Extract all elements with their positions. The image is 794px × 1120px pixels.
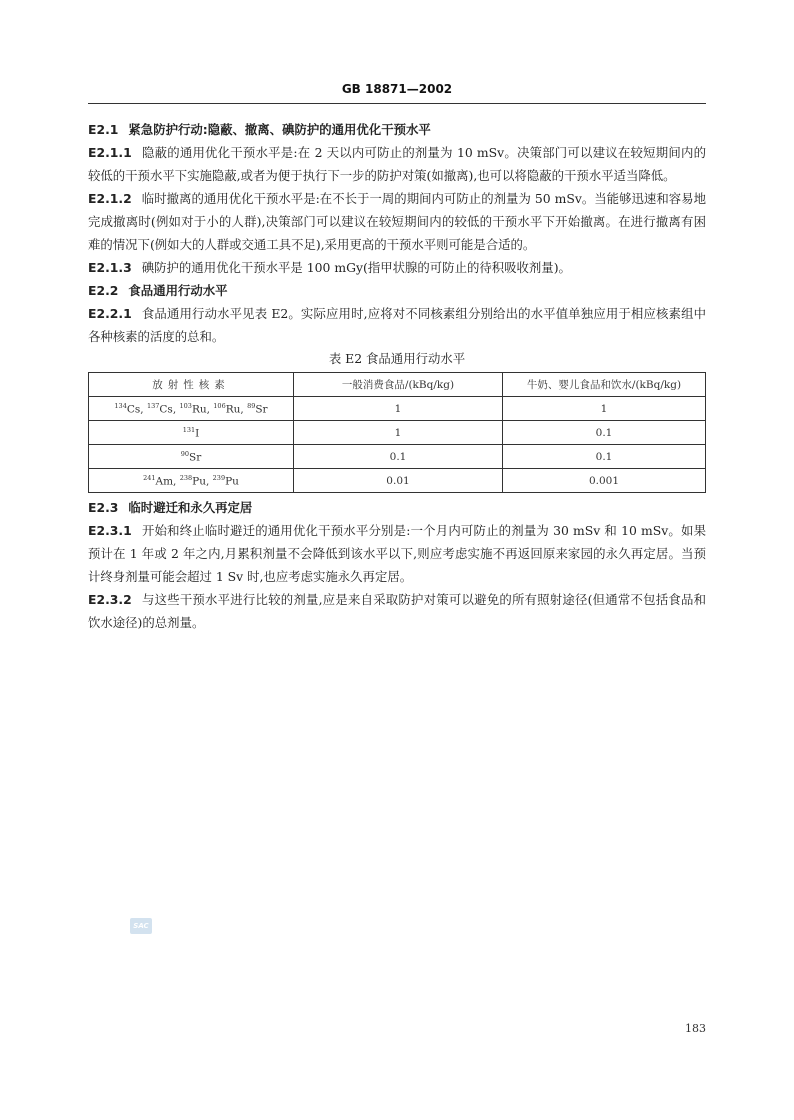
element-symbol: Am (155, 475, 174, 488)
mass-number: 239 (212, 473, 226, 482)
general-food-value: 1 (294, 421, 503, 445)
mass-number: 241 (143, 473, 156, 482)
column-header-nuclide (89, 373, 294, 397)
infant-food-value: 0.1 (503, 445, 706, 469)
food-action-level-table (88, 372, 706, 493)
section-title: 食品通用行动水平 (128, 283, 228, 298)
document-body (88, 118, 706, 634)
paragraph-e2-2-1 (88, 302, 706, 348)
general-food-value: 1 (294, 397, 503, 421)
section-number: E2.1 (88, 122, 119, 137)
general-food-value: 0.1 (294, 445, 503, 469)
section-number: E2.1.2 (88, 191, 132, 206)
mass-number: 137 (146, 401, 160, 410)
mass-number: 238 (179, 473, 193, 482)
infant-food-value: 1 (503, 397, 706, 421)
paragraph-e2-1-2 (88, 187, 706, 256)
section-heading-e2-1 (88, 118, 706, 141)
table-row (89, 445, 706, 469)
nuclide-cell (89, 421, 294, 445)
section-number: E2.3.2 (88, 592, 132, 607)
element-symbol: Ru (191, 403, 207, 416)
paragraph-text: 隐蔽的通用优化干预水平是:在 2 天以内可防止的剂量为 10 mSv。决策部门可以建议在较短期间内的较低的干预水平下实施隐蔽,或者为便于执行下一步的防护对策(如撤离),也可以将隐蔽的干预水平适当降低。 (88, 145, 706, 183)
section-number: E2.3 (88, 500, 119, 515)
element-symbol: Cs (159, 403, 173, 416)
element-symbol: I (195, 427, 200, 440)
table-caption: 表 E2 食品通用行动水平 (328, 351, 466, 366)
section-number: E2.1.1 (88, 145, 132, 160)
paragraph-e2-1-1 (88, 141, 706, 187)
table-row (89, 397, 706, 421)
general-food-value: 0.01 (294, 469, 503, 493)
watermark-logo: SAC (130, 918, 152, 934)
paragraph-text: 开始和终止临时避迁的通用优化干预水平分别是:一个月内可防止的剂量为 30 mSv 和 10 mSv。如果预计在 1 年或 2 年之内,月累积剂量不会降低到该水平以下,则应考虑实施不再返回原来家园的永久再定居。当预计终身剂量可能会超过 1 Sv 时,也应考虑实施永久再定居。 (88, 523, 706, 584)
mass-number: 131 (182, 425, 196, 434)
document-header: GB 18871—2002 (341, 82, 453, 96)
page-number: 183 (685, 1022, 706, 1035)
element-symbol: Pu (225, 475, 239, 488)
paragraph-e2-1-3 (88, 256, 706, 279)
section-heading-e2-3 (88, 496, 706, 519)
table-row (89, 421, 706, 445)
column-header-general-food: 一般消费食品/(kBq/kg) (294, 373, 503, 397)
element-symbol: Ru (225, 403, 241, 416)
nuclide-cell: $^{241}$Am, $^{238}$Pu, $^{239}$Pu (89, 469, 294, 493)
paragraph-text: 碘防护的通用优化干预水平是 100 mGy(指甲状腺的可防止的待积吸收剂量)。 (141, 260, 571, 275)
element-symbol: Pu (192, 475, 206, 488)
section-number: E2.3.1 (88, 523, 132, 538)
section-number: E2.1.3 (88, 260, 132, 275)
infant-food-value: 0.1 (503, 421, 706, 445)
section-title: 临时避迁和永久再定居 (128, 500, 253, 515)
column-header-milk-infant-water: 牛奶、婴儿食品和饮水/(kBq/kg) (503, 373, 706, 397)
table-header-row (89, 373, 706, 397)
element-symbol: Cs (126, 403, 141, 416)
mass-number: 103 (179, 401, 192, 410)
element-symbol: Sr (189, 451, 202, 464)
nuclide-cell (89, 445, 294, 469)
section-number: E2.2.1 (88, 306, 132, 321)
nuclide-cell: $^{134}$Cs, $^{137}$Cs, $^{103}$Ru, $^{106}$Ru, $^{89}$Sr (89, 397, 294, 421)
mass-number: 90 (180, 449, 190, 458)
paragraph-e2-3-2 (88, 588, 706, 634)
mass-number: 134 (114, 401, 127, 410)
table-row (89, 469, 706, 493)
header-rule (88, 103, 706, 104)
section-title: 紧急防护行动:隐蔽、撤离、碘防护的通用优化干预水平 (128, 122, 431, 137)
paragraph-text: 与这些干预水平进行比较的剂量,应是来自采取防护对策可以避免的所有照射途径(但通常不包括食品和饮水途径)的总剂量。 (88, 592, 706, 630)
section-number: E2.2 (88, 283, 119, 298)
section-heading-e2-2 (88, 279, 706, 302)
column-header-label: 放射性核素 (152, 379, 230, 391)
paragraph-text: 食品通用行动水平见表 E2。实际应用时,应将对不同核素组分别给出的水平值单独应用于相应核素组中各种核素的活度的总和。 (88, 306, 706, 344)
mass-number: 106 (213, 401, 226, 410)
element-symbol: Sr (255, 403, 268, 416)
paragraph-text: 临时撤离的通用优化干预水平是:在不长于一周的期间内可防止的剂量为 50 mSv。当能够迅速和容易地完成撤离时(例如对于小的人群),决策部门可以建议在较短期间内的较低的干预水平下开始撤离。在进行撤离有困难的情况下(例如大的人群或交通工具不足),采用更高的干预水平则可能是合适的。 (88, 191, 706, 252)
paragraph-e2-3-1 (88, 519, 706, 588)
infant-food-value: 0.001 (503, 469, 706, 493)
mass-number: 89 (247, 401, 256, 410)
